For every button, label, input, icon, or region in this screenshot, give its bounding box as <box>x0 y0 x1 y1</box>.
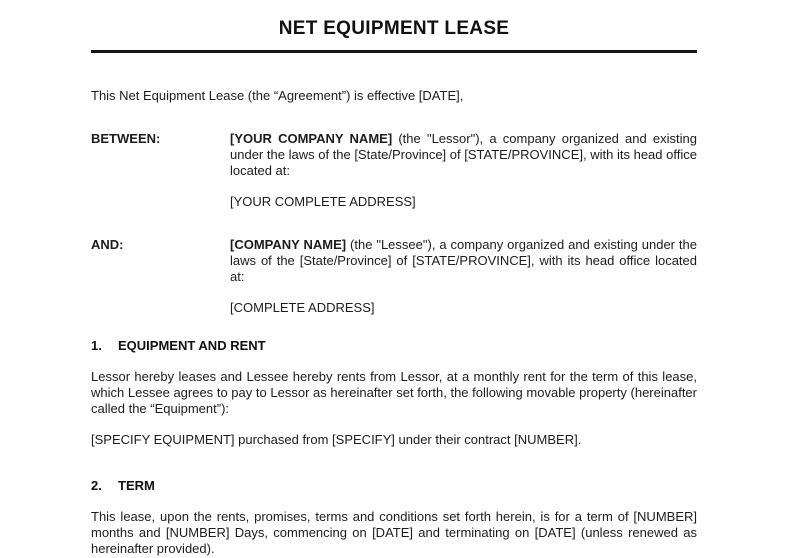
party-row-between <box>91 131 697 210</box>
party-label-and: AND: <box>91 237 124 252</box>
lessee-description-text: (the "Lessee"), a company organized and existing under the laws of the [State/Province] of [STATE/PROVINCE], with its head office located at: <box>230 237 698 284</box>
section-2-title: TERM <box>118 478 155 493</box>
lessor-name-placeholder: [YOUR COMPANY NAME] <box>230 131 393 146</box>
section-2-heading <box>91 478 697 494</box>
lessee-address-placeholder: [COMPLETE ADDRESS] <box>230 300 375 315</box>
party-label-between: BETWEEN: <box>91 131 161 146</box>
party-description-lessee <box>230 237 697 285</box>
section-1-heading <box>91 338 697 354</box>
section-1-paragraph-2: [SPECIFY EQUIPMENT] purchased from [SPECIFY] under their contract [NUMBER]. <box>91 432 582 447</box>
section-term <box>91 478 697 557</box>
section-2-paragraph-1: This lease, upon the rents, promises, terms and conditions set forth herein, is for a term of [NUMBER] months and [NUMBER] Days, commencing on [DATE] and terminating on [DATE] (unless renewed as hereinafter provided). <box>91 509 697 556</box>
section-2-number: 2. <box>91 478 102 493</box>
lessee-name-placeholder: [COMPANY NAME] <box>230 237 347 252</box>
intro-paragraph: This Net Equipment Lease (the “Agreement”) is effective [DATE], <box>91 88 464 103</box>
lessor-address-placeholder: [YOUR COMPLETE ADDRESS] <box>230 194 416 209</box>
section-1-number: 1. <box>91 338 102 353</box>
section-1-title: EQUIPMENT AND RENT <box>118 338 266 353</box>
section-equipment-and-rent <box>91 338 697 448</box>
party-row-and <box>91 237 697 316</box>
document-title: NET EQUIPMENT LEASE <box>278 18 510 39</box>
lessor-description-text: (the "Lessor"), a company organized and existing under the laws of the [State/Province] of [STATE/PROVINCE], with its head office located at: <box>230 131 698 178</box>
party-description-lessor <box>230 131 697 179</box>
party-body-lessor <box>230 131 697 210</box>
title-rule <box>91 50 697 53</box>
party-body-lessee <box>230 237 697 316</box>
section-1-paragraph-1: Lessor hereby leases and Lessee hereby rents from Lessor, at a monthly rent for the term of this lease, which Lessee agrees to pay to Lessor as hereinafter set forth, the following movable property (hereinafter called the “Equipment”): <box>91 369 697 416</box>
